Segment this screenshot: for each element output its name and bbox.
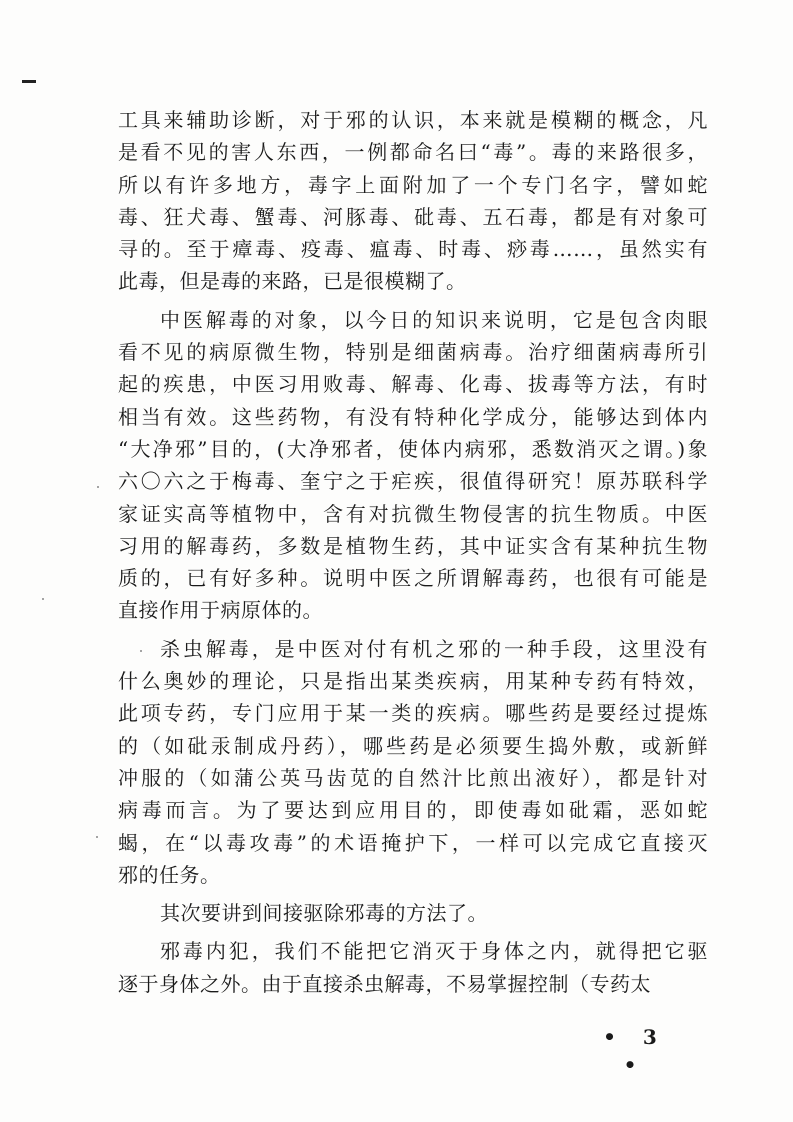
paragraph-detox-target — [118, 304, 708, 627]
text-line: 工具来辅助诊断，对于邪的认识，本来就是模糊的概念，凡 — [118, 108, 708, 132]
margin-mark — [22, 80, 36, 83]
text-line: 冲服的（如蒲公英马齿苋的自然汁比煎出液好），都是针对 — [118, 765, 708, 790]
text-line: 相当有效。这些药物，有没有特种化学成分，能够达到体内 — [118, 404, 708, 429]
scan-speck — [96, 836, 98, 838]
paragraph-continuation — [118, 104, 708, 298]
text-line: 此毒，但是毒的来路，已是很模糊了。 — [118, 269, 467, 294]
scan-speck — [42, 598, 44, 600]
text-line: 其次要讲到间接驱除邪毒的方法了。 — [160, 901, 488, 926]
scan-speck — [140, 650, 142, 652]
scan-speck — [97, 486, 99, 488]
text-line: 此项专药，专门应用于某一类的疾病。哪些药是要经过提炼 — [118, 701, 708, 726]
paragraph-indirect-methods — [118, 897, 708, 929]
text-body — [118, 104, 708, 1000]
text-line: 六〇六之于梅毒、奎宁之于疟疾，很值得研究！原苏联科学 — [118, 469, 708, 494]
text-line: 蝎，在“以毒攻毒”的术语掩护下，一样可以完成它直接灭 — [118, 830, 708, 855]
text-line: 起的疾患，中医习用败毒、解毒、化毒、拔毒等方法，有时 — [118, 372, 708, 397]
text-line: 习用的解毒药，多数是植物生药，其中证实含有某种抗生物 — [118, 533, 708, 558]
text-line: 直接作用于病原体的。 — [118, 598, 323, 623]
text-line: 看不见的病原微生物，特别是细菌病毒。治疗细菌病毒所引 — [118, 340, 708, 365]
text-line: 病毒而言。为了要达到应用目的，即使毒如砒霜，恶如蛇 — [118, 798, 708, 823]
text-line: 邪的任务。 — [118, 862, 221, 887]
text-line: “大净邪”目的，(大净邪者，使体内病邪，悉数消灭之谓。)象 — [118, 436, 708, 461]
paragraph-expel-toxins — [118, 935, 708, 1000]
text-line: 逐于身体之外。由于直接杀虫解毒，不易掌握控制（专药太 — [118, 971, 651, 996]
text-line: 是看不见的害人东西，一例都命名曰“毒”。毒的来路很多， — [118, 140, 708, 165]
text-line: 毒、狂犬毒、蟹毒、河豚毒、砒毒、五石毒，都是有对象可 — [118, 204, 708, 229]
text-line: 质的，已有好多种。说明中医之所谓解毒药，也很有可能是 — [118, 566, 708, 591]
text-line: 什么奥妙的理论，只是指出某类疾病，用某种专药有特效， — [118, 669, 708, 694]
text-line: 所以有许多地方，毒字上面附加了一个专门名字，譬如蛇 — [118, 172, 708, 197]
page-number: • 3 • — [603, 1025, 667, 1077]
text-line: 杀虫解毒，是中医对付有机之邪的一种手段，这里没有 — [160, 636, 708, 661]
paragraph-kill-parasites — [118, 633, 708, 891]
text-line: 寻的。至于瘴毒、疫毒、瘟毒、时毒、痧毒……，虽然实有 — [118, 237, 708, 262]
text-line: 中医解毒的对象，以今日的知识来说明，它是包含肉眼 — [160, 307, 708, 332]
text-line: 邪毒内犯，我们不能把它消灭于身体之内，就得把它驱 — [160, 939, 708, 964]
text-line: 的（如砒汞制成丹药），哪些药是必须要生捣外敷，或新鲜 — [118, 733, 708, 758]
text-line: 家证实高等植物中，含有对抗微生物侵害的抗生物质。中医 — [118, 501, 708, 526]
